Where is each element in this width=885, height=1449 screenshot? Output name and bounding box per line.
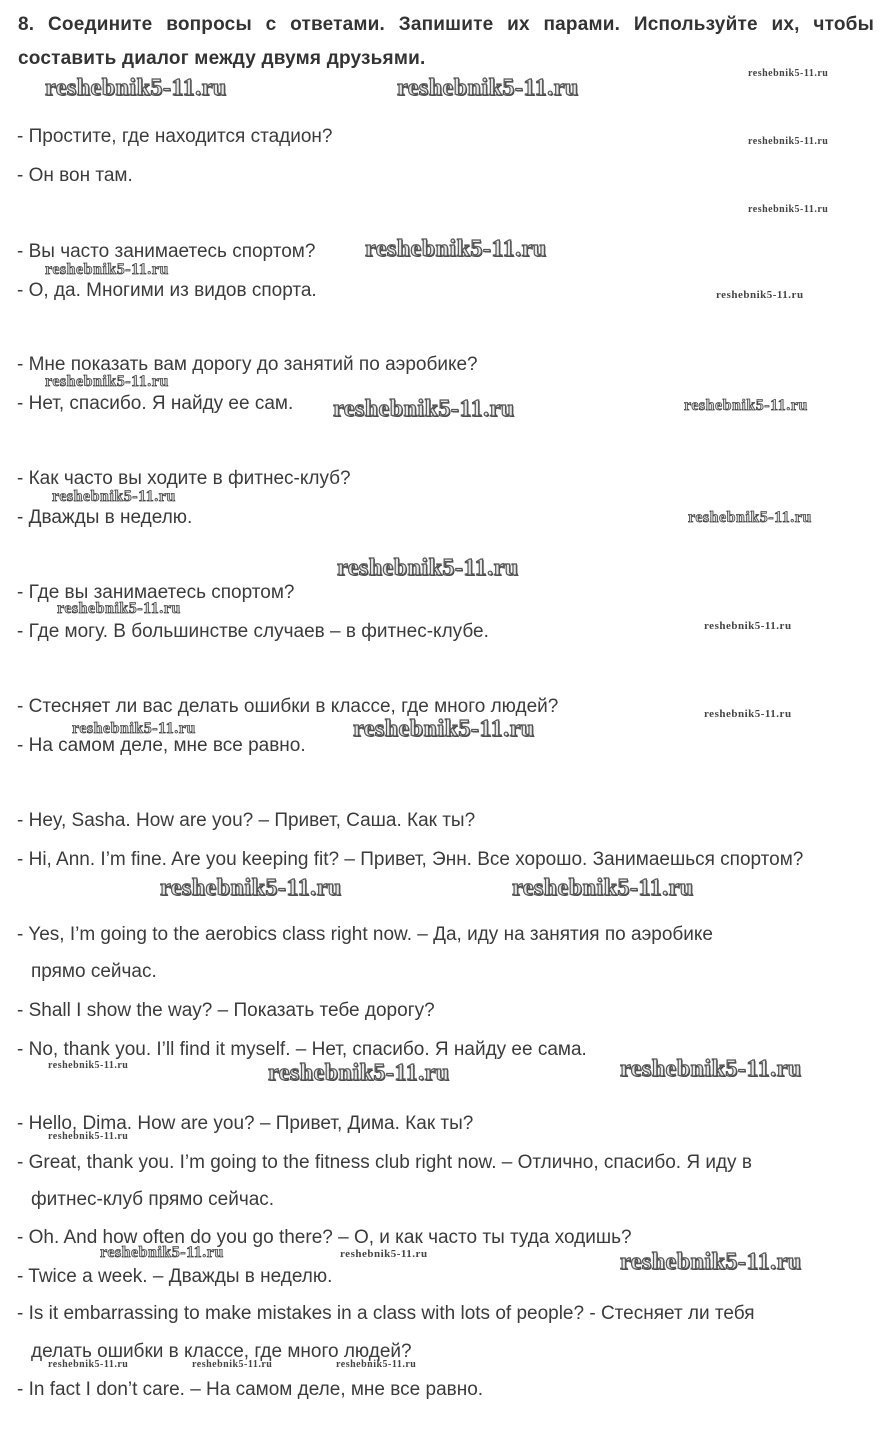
watermark: reshebnik5-11.ru: [57, 600, 181, 617]
watermark: reshebnik5-11.ru: [748, 136, 829, 147]
pair-line: - Вы часто занимаетесь спортом?: [17, 241, 316, 262]
watermark: reshebnik5-11.ru: [748, 204, 829, 215]
dialogue-line: - Twice a week. – Дважды в неделю.: [17, 1266, 333, 1287]
watermark: reshebnik5-11.ru: [704, 708, 792, 720]
pair-line: - На самом деле, мне все равно.: [17, 735, 306, 756]
dialogue-line-continuation: фитнес-клуб прямо сейчас.: [31, 1189, 275, 1210]
watermark: reshebnik5-11.ru: [748, 68, 829, 79]
dialogue-line: - No, thank you. I’ll find it myself. – Нет, спасибо. Я найду ее сама.: [17, 1039, 587, 1060]
watermark: reshebnik5-11.ru: [704, 620, 792, 632]
watermark: reshebnik5-11.ru: [365, 236, 547, 262]
watermark: reshebnik5-11.ru: [337, 555, 519, 581]
dialogue-line: - Hey, Sasha. How are you? – Привет, Саша. Как ты?: [17, 810, 476, 831]
watermark: reshebnik5-11.ru: [620, 1249, 802, 1275]
watermark: reshebnik5-11.ru: [160, 875, 342, 901]
pair-line: - Стесняет ли вас делать ошибки в классе, где много людей?: [17, 696, 559, 717]
dialogue-line-continuation: прямо сейчас.: [31, 961, 157, 982]
dialogue-line: - Is it embarrassing to make mistakes in a class with lots of people? - Стесняет ли тебя: [17, 1303, 755, 1324]
watermark: reshebnik5-11.ru: [72, 720, 196, 737]
watermark: reshebnik5-11.ru: [397, 75, 579, 101]
watermark: reshebnik5-11.ru: [45, 75, 227, 101]
pair-line: - Дважды в неделю.: [17, 507, 193, 528]
pair-line: - О, да. Многими из видов спорта.: [17, 280, 317, 301]
watermark: reshebnik5-11.ru: [688, 509, 812, 526]
watermark: reshebnik5-11.ru: [192, 1359, 273, 1370]
dialogue-line: - Yes, I’m going to the aerobics class right now. – Да, иду на занятия по аэробике: [17, 924, 713, 945]
pair-line: - Мне показать вам дорогу до занятий по аэробике?: [17, 354, 478, 375]
pair-line: - Как часто вы ходите в фитнес-клуб?: [17, 468, 351, 489]
watermark: reshebnik5-11.ru: [353, 716, 535, 742]
task-heading: 8. Соедините вопросы с ответами. Запишите их парами. Используйте их, чтобы составить диалог между двумя друзьями.: [18, 14, 874, 69]
watermark: reshebnik5-11.ru: [333, 396, 515, 422]
dialogue-line: - In fact I don’t care. – На самом деле, мне все равно.: [17, 1379, 484, 1400]
dialogue-line: - Hello, Dima. How are you? – Привет, Дима. Как ты?: [17, 1113, 474, 1134]
watermark: reshebnik5-11.ru: [716, 289, 804, 301]
watermark: reshebnik5-11.ru: [48, 1060, 129, 1071]
watermark: reshebnik5-11.ru: [52, 488, 176, 505]
pair-line: - Нет, спасибо. Я найду ее сам.: [17, 393, 294, 414]
watermark: reshebnik5-11.ru: [620, 1056, 802, 1082]
watermark: reshebnik5-11.ru: [512, 875, 694, 901]
watermark: reshebnik5-11.ru: [268, 1060, 450, 1086]
pair-line: - Простите, где находится стадион?: [17, 126, 333, 147]
watermark: reshebnik5-11.ru: [45, 261, 169, 278]
watermark: reshebnik5-11.ru: [336, 1359, 417, 1370]
watermark: reshebnik5-11.ru: [48, 1359, 129, 1370]
pair-line: - Он вон там.: [17, 165, 133, 186]
watermark: reshebnik5-11.ru: [100, 1244, 224, 1261]
pair-line: - Где вы занимаетесь спортом?: [17, 582, 295, 603]
watermark: reshebnik5-11.ru: [340, 1248, 428, 1260]
dialogue-line-continuation: делать ошибки в классе, где много людей?: [31, 1341, 412, 1362]
watermark: reshebnik5-11.ru: [48, 1131, 129, 1142]
watermark: reshebnik5-11.ru: [45, 373, 169, 390]
dialogue-line: - Great, thank you. I’m going to the fitness club right now. – Отлично, спасибо. Я иду в: [17, 1152, 752, 1173]
dialogue-line: - Hi, Ann. I’m fine. Are you keeping fit? – Привет, Энн. Все хорошо. Занимаешься спортом?: [17, 849, 804, 870]
pair-line: - Где могу. В большинстве случаев – в фитнес-клубе.: [17, 621, 489, 642]
watermark: reshebnik5-11.ru: [684, 397, 808, 414]
dialogue-line: - Oh. And how often do you go there? – О, и как часто ты туда ходишь?: [17, 1227, 632, 1248]
dialogue-line: - Shall I show the way? – Показать тебе дорогу?: [17, 1000, 435, 1021]
